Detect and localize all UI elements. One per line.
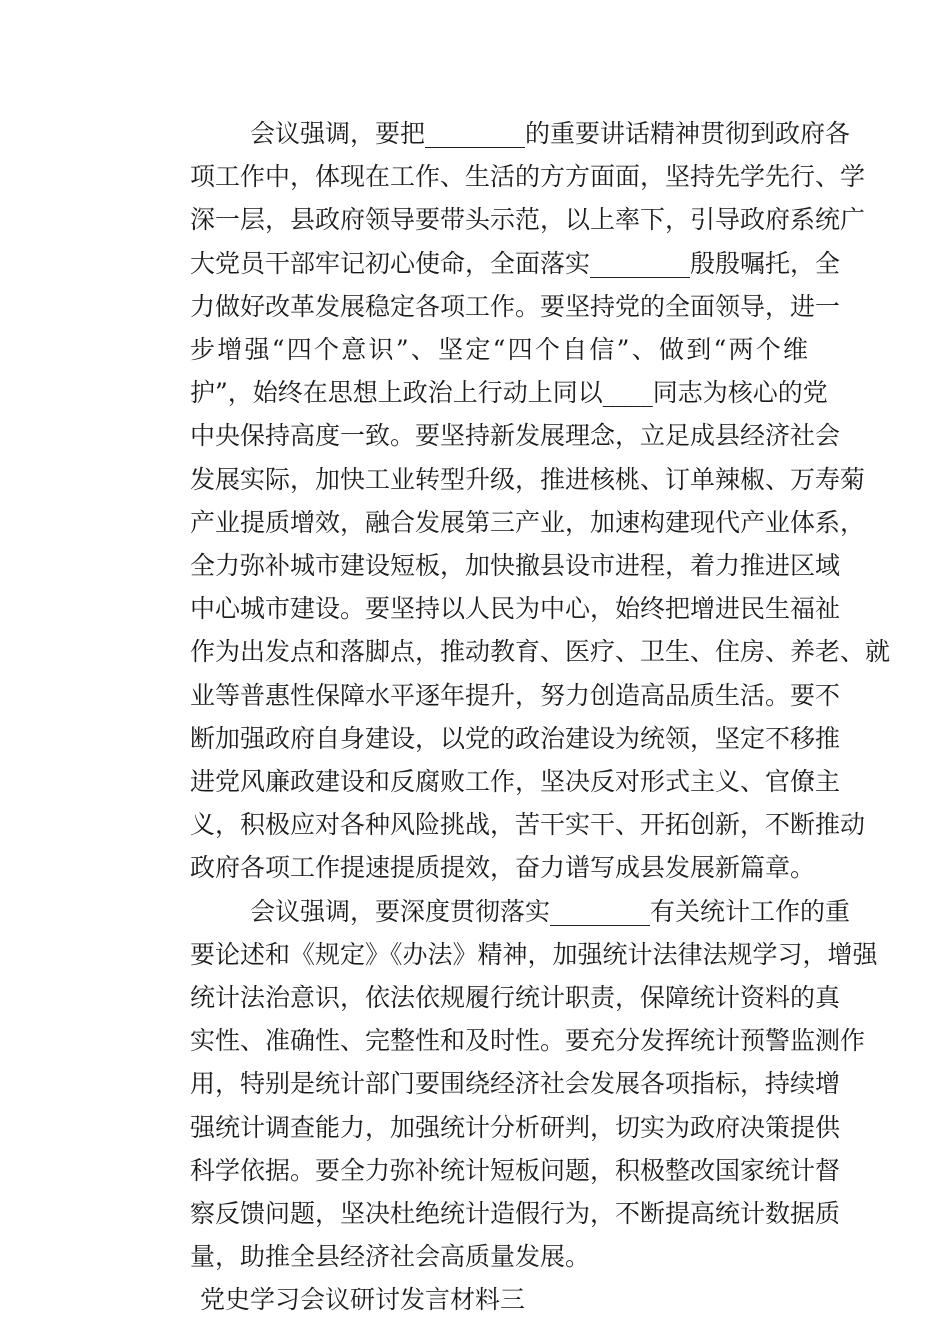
text-line: 发展实际，加快工业转型升级，推进核桃、订单辣椒、万寿菊: [190, 464, 866, 494]
text-line: 项工作中，体现在工作、生活的方方面面，坚持先学先行、学: [190, 162, 866, 192]
section-heading: 党史学习会议研讨发言材料三: [200, 1285, 526, 1315]
text-line: 断加强政府自身建设，以党的政治建设为统领，坚定不移推: [190, 723, 841, 753]
text-line: 科学依据。要全力弥补统计短板问题，积极整改国家统计督: [190, 1155, 841, 1185]
text-line: 政府各项工作提速提质提效，奋力谱写成县发展新篇章。: [190, 853, 816, 883]
text-line: 力做好改革发展稳定各项工作。要坚持党的全面领导，进一: [190, 291, 841, 321]
text-line: 中央保持高度一致。要坚持新发展理念，立足成县经济社会: [190, 421, 841, 451]
text-line: 要论述和《规定》《办法》精神，加强统计法律法规学习，增强: [190, 939, 878, 969]
paragraph-1: [140, 112, 891, 890]
text-line: 护”，始终在思想上政治上行动上同以____同志为核心的党: [190, 378, 828, 408]
document-page: [140, 112, 891, 1322]
text-line: 业等普惠性保障水平逐年提升，努力创造高品质生活。要不: [190, 680, 841, 710]
text-line: 强统计调查能力，加强统计分析研判，切实为政府决策提供: [190, 1112, 841, 1142]
text-line: 统计法治意识，依法依规履行统计职责，保障统计资料的真: [190, 983, 841, 1013]
text-line: 实性、准确性、完整性和及时性。要充分发挥统计预警监测作: [190, 1026, 866, 1056]
paragraph-2: [140, 890, 878, 1279]
text-line: 步增强“四个意识”、坚定“四个自信”、做到“两个维: [190, 335, 808, 365]
text-line: 大党员干部牢记初心使命，全面落实________殷殷嘱托，全: [190, 248, 841, 278]
text-line: 量，助推全县经济社会高质量发展。: [190, 1242, 591, 1272]
text-line: 义，积极应对各种风险挑战，苦干实干、开拓创新，不断推动: [190, 810, 866, 840]
text-line: 进党风廉政建设和反腐败工作，坚决反对形式主义、官僚主: [190, 767, 841, 797]
text-line: 会议强调，要把________的重要讲话精神贯彻到政府各: [250, 119, 851, 148]
text-line: 产业提质增效，融合发展第三产业，加速构建现代产业体系，: [190, 507, 866, 537]
text-line: 察反馈问题，坚决杜绝统计造假行为，不断提高统计数据质: [190, 1199, 841, 1229]
text-line: 用，特别是统计部门要围绕经济社会发展各项指标，持续增: [190, 1069, 841, 1099]
text-line: 全力弥补城市建设短板，加快撤县设市进程，着力推进区域: [190, 551, 841, 581]
text-line: 会议强调，要深度贯彻落实________有关统计工作的重: [250, 896, 851, 926]
text-line: 中心城市建设。要坚持以人民为中心，始终把增进民生福祉: [190, 594, 841, 624]
text-line: 深一层，县政府领导要带头示范，以上率下，引导政府系统广: [190, 205, 866, 235]
text-line: 作为出发点和落脚点，推动教育、医疗、卫生、住房、养老、就: [190, 637, 891, 667]
